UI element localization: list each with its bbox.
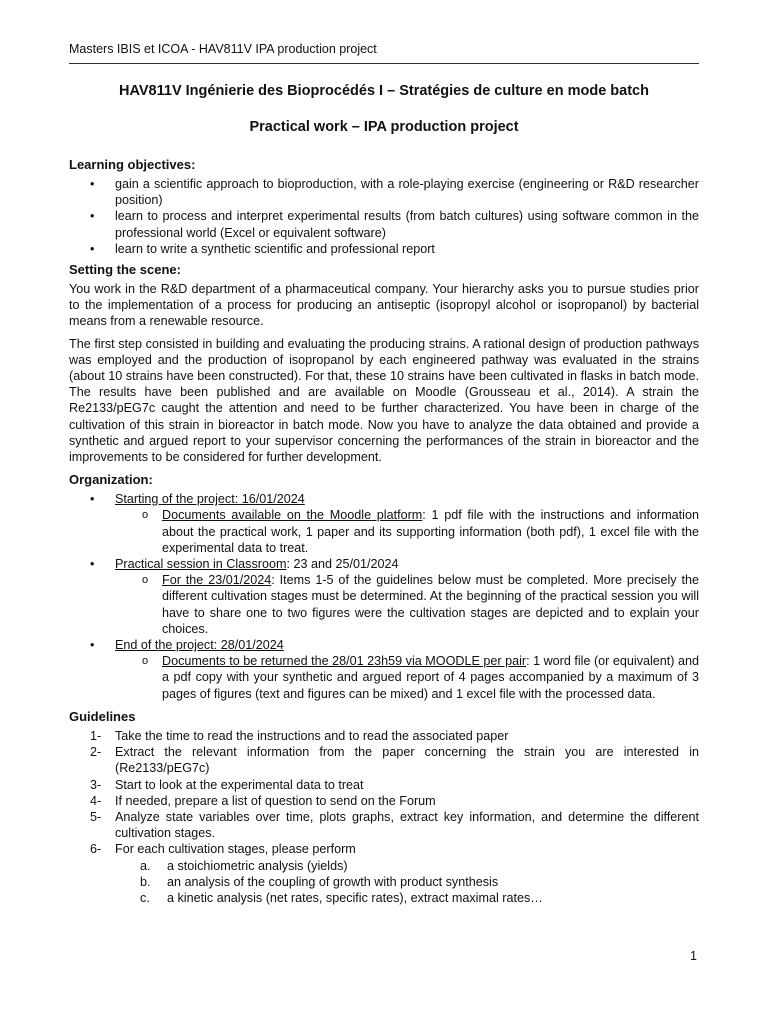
header-rule: [69, 63, 699, 64]
session-sublist: [115, 572, 699, 637]
item-number: 5-: [90, 809, 102, 824]
learning-objectives-list: [69, 176, 699, 257]
item-text: a kinetic analysis (net rates, specific rates), extract maximal rates…: [167, 890, 543, 905]
item-text: Analyze state variables over time, plots graphs, extract key information, and determine the different cultivation stages.: [115, 809, 699, 841]
end-sub-text: : 1 word file (or equivalent) and a pdf copy with your synthetic and argued report of 4 pages accompanied by a maximum of 3 pages of figures (text and figures can be mixed) and 1 excel file with the processed data.: [162, 654, 700, 701]
list-item: • learn to process and interpret experimental results (from batch cultures) using software common in the professional world (Excel or equivalent software): [69, 208, 699, 240]
document-title: HAV811V Ingénierie des Bioprocédés I – Stratégies de culture en mode batch: [119, 83, 649, 99]
item-text: an analysis of the coupling of growth with product synthesis: [167, 874, 499, 889]
list-item: [69, 809, 699, 841]
list-item: [115, 507, 699, 556]
setting-heading: Setting the scene:: [69, 262, 181, 278]
start-label: Starting of the project: 16/01/2024: [115, 492, 305, 507]
list-item: • gain a scientific approach to bioproduction, with a role-playing exercise (engineering or R&D researcher position): [69, 176, 699, 208]
item-number: 1-: [90, 728, 102, 743]
end-sub-label: Documents to be returned the 28/01 23h59 via MOODLE per pair: [162, 654, 527, 669]
session-sub-text: : Items 1-5 of the guidelines below must be completed. More precisely the different cultivation stages must be determined. At the beginning of the practical session you will have to share one to two figures were the cultivation stages are depicted and to explain your choices.: [162, 573, 699, 636]
list-item: [69, 777, 699, 793]
item-text: Extract the relevant information from the paper concerning the strain you are interested in (Re2133/pEG7c): [115, 745, 699, 776]
session-text: : 23 and 25/01/2024: [286, 557, 399, 572]
item-letter: b.: [140, 874, 151, 889]
item-number: 3-: [90, 777, 102, 792]
list-item: [69, 728, 699, 744]
setting-paragraph-1: You work in the R&D department of a pharmaceutical company. Your hierarchy asks you to pursue studies prior to the implementation of a process for producing an antiseptic (isopropyl alcohol or isopropanol) by bacterial means from a renewable resource.: [69, 282, 699, 329]
list-item: • learn to write a synthetic scientific and professional report: [69, 241, 699, 257]
item-text: If needed, prepare a list of question to send on the Forum: [115, 793, 436, 808]
guidelines-heading: Guidelines: [69, 708, 136, 724]
item-text: a stoichiometric analysis (yields): [167, 858, 348, 873]
learning-objectives-heading: Learning objectives:: [69, 157, 196, 172]
item-text: Take the time to read the instructions and to read the associated paper: [115, 728, 509, 743]
organization-list: [69, 491, 699, 702]
item-letter: c.: [140, 890, 150, 905]
end-sublist: [115, 653, 699, 702]
item-number: 6-: [90, 842, 102, 857]
list-item: [115, 874, 699, 890]
item-number: 2-: [90, 745, 102, 760]
list-item: [69, 556, 699, 637]
item-text: For each cultivation stages, please perform: [115, 842, 356, 857]
document-body: [69, 82, 699, 906]
session-sub-label: For the 23/01/2024: [162, 573, 272, 588]
list-item: [115, 653, 699, 702]
page-header: Masters IBIS et ICOA - HAV811V IPA production project: [69, 42, 377, 56]
session-label: Practical session in Classroom: [115, 557, 287, 572]
start-sub-label: Documents available on the Moodle platform: [162, 508, 423, 523]
organization-heading: Organization:: [69, 472, 153, 488]
list-item: [69, 491, 699, 556]
list-item: [69, 744, 699, 776]
setting-paragraph-2: The first step consisted in building and evaluating the producing strains. A rational design of production pathways was employed and the production of isopropanol by each engineered pathway was evaluated in the strains (about 10 strains have been constructed). For that, these 10 strains have been cultivated in flasks in batch mode. The results have been published and are available on Moodle (Grousseau et al., 2014). A strain the Re2133/pEG7c caught the attention and need to be further characterized. You have been in charge of the cultivation of this strain in bioreactor in batch mode. Now you have to analyze the data obtained and provide a synthetic and argued report to your supervisor concerning the performances of the strain in bioreactor and the improvements to be considered for further development.: [69, 336, 699, 465]
item-number: 4-: [90, 793, 102, 808]
end-label: End of the project: 28/01/2024: [115, 638, 284, 653]
list-item: [69, 841, 699, 906]
item-text: Start to look at the experimental data to treat: [115, 777, 364, 792]
guidelines-list: [69, 728, 699, 906]
list-item: [69, 793, 699, 809]
page-number: 1: [690, 949, 697, 963]
start-sublist: [115, 507, 699, 556]
list-item: [115, 858, 699, 874]
list-item: [69, 637, 699, 702]
list-item: [115, 890, 699, 906]
item-letter: a.: [140, 858, 151, 873]
document-subtitle: Practical work – IPA production project: [249, 119, 519, 135]
list-item: [115, 572, 699, 637]
start-sub-text: : 1 pdf file with the instructions and information about the practical work, 1 paper and its supporting information (both pdf), 1 excel file with the experimental data to treat.: [162, 508, 699, 555]
guidelines-sublist: [115, 858, 699, 907]
